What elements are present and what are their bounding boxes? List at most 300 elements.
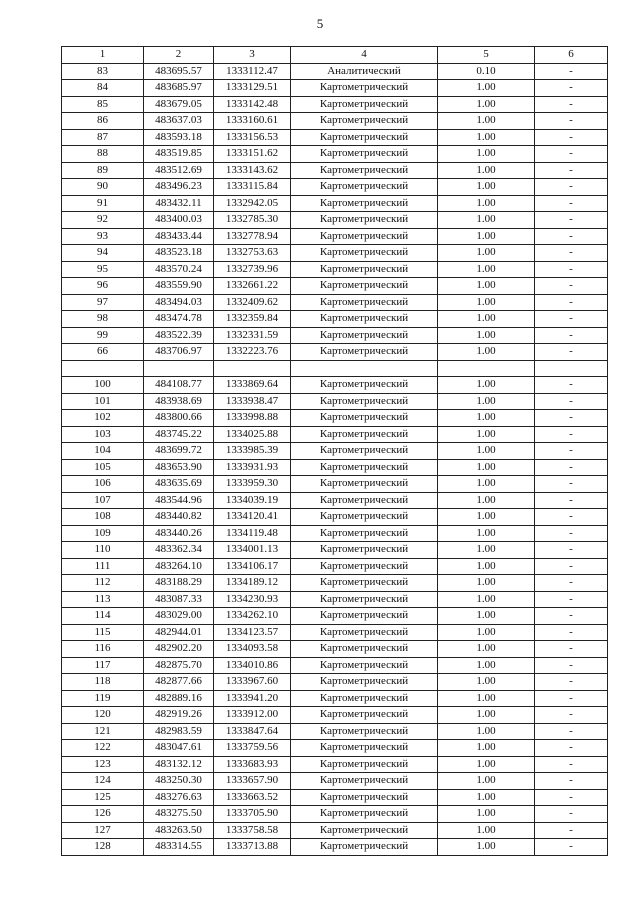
method-cell: Картометрический <box>291 641 438 658</box>
method-cell: Картометрический <box>291 96 438 113</box>
accuracy-cell: 1.00 <box>438 179 535 196</box>
table-row <box>62 459 608 476</box>
y-coordinate-cell: 1333142.48 <box>214 96 291 113</box>
page-number: 5 <box>316 16 324 31</box>
point-number-cell: 84 <box>62 80 144 97</box>
note-cell: - <box>535 377 608 394</box>
point-number-cell: 98 <box>62 311 144 328</box>
x-coordinate-cell: 482877.66 <box>144 674 214 691</box>
method-cell: Картометрический <box>291 789 438 806</box>
point-number-cell: 99 <box>62 327 144 344</box>
y-coordinate-cell: 1333758.58 <box>214 822 291 839</box>
table-row <box>62 212 608 229</box>
accuracy-cell: 1.00 <box>438 245 535 262</box>
method-cell: Картометрический <box>291 261 438 278</box>
y-coordinate-cell: 1333151.62 <box>214 146 291 163</box>
accuracy-cell: 1.00 <box>438 542 535 559</box>
header-cell: 5 <box>438 47 535 64</box>
point-number-cell: 100 <box>62 377 144 394</box>
method-cell: Картометрический <box>291 822 438 839</box>
note-cell: - <box>535 657 608 674</box>
table-row <box>62 575 608 592</box>
method-cell: Картометрический <box>291 591 438 608</box>
accuracy-cell: 1.00 <box>438 195 535 212</box>
accuracy-cell: 1.00 <box>438 377 535 394</box>
y-coordinate-cell: 1333115.84 <box>214 179 291 196</box>
point-number-cell: 83 <box>62 63 144 80</box>
point-number-cell: 109 <box>62 525 144 542</box>
x-coordinate-cell: 482889.16 <box>144 690 214 707</box>
x-coordinate-cell: 483188.29 <box>144 575 214 592</box>
accuracy-cell: 1.00 <box>438 129 535 146</box>
table-row <box>62 179 608 196</box>
accuracy-cell: 1.00 <box>438 822 535 839</box>
point-number-cell: 93 <box>62 228 144 245</box>
y-coordinate-cell: 1333938.47 <box>214 393 291 410</box>
y-coordinate-cell: 1334123.57 <box>214 624 291 641</box>
note-cell: - <box>535 806 608 823</box>
note-cell: - <box>535 492 608 509</box>
accuracy-cell: 1.00 <box>438 740 535 757</box>
note-cell <box>535 360 608 377</box>
accuracy-cell: 1.00 <box>438 162 535 179</box>
method-cell: Картометрический <box>291 707 438 724</box>
method-cell: Картометрический <box>291 492 438 509</box>
point-number-cell: 113 <box>62 591 144 608</box>
x-coordinate-cell: 483593.18 <box>144 129 214 146</box>
accuracy-cell: 1.00 <box>438 773 535 790</box>
accuracy-cell: 1.00 <box>438 261 535 278</box>
point-number-cell: 127 <box>62 822 144 839</box>
method-cell: Картометрический <box>291 212 438 229</box>
y-coordinate-cell: 1333941.20 <box>214 690 291 707</box>
accuracy-cell: 1.00 <box>438 707 535 724</box>
y-coordinate-cell: 1332778.94 <box>214 228 291 245</box>
point-number-cell: 103 <box>62 426 144 443</box>
note-cell: - <box>535 278 608 295</box>
y-coordinate-cell: 1333657.90 <box>214 773 291 790</box>
point-number-cell: 108 <box>62 509 144 526</box>
y-coordinate-cell: 1333967.60 <box>214 674 291 691</box>
note-cell: - <box>535 476 608 493</box>
method-cell: Картометрический <box>291 426 438 443</box>
x-coordinate-cell: 483440.82 <box>144 509 214 526</box>
y-coordinate-cell: 1332223.76 <box>214 344 291 361</box>
table-row <box>62 261 608 278</box>
y-coordinate-cell: 1334120.41 <box>214 509 291 526</box>
point-number-cell: 124 <box>62 773 144 790</box>
table-row <box>62 476 608 493</box>
method-cell: Картометрический <box>291 393 438 410</box>
table-row <box>62 558 608 575</box>
point-number-cell: 125 <box>62 789 144 806</box>
note-cell: - <box>535 608 608 625</box>
y-coordinate-cell: 1333705.90 <box>214 806 291 823</box>
method-cell: Картометрический <box>291 146 438 163</box>
accuracy-cell: 1.00 <box>438 278 535 295</box>
note-cell: - <box>535 822 608 839</box>
table-row <box>62 839 608 856</box>
x-coordinate-cell: 483800.66 <box>144 410 214 427</box>
accuracy-cell: 1.00 <box>438 591 535 608</box>
note-cell: - <box>535 591 608 608</box>
x-coordinate-cell: 482902.20 <box>144 641 214 658</box>
y-coordinate-cell: 1333912.00 <box>214 707 291 724</box>
note-cell: - <box>535 459 608 476</box>
point-number-cell: 126 <box>62 806 144 823</box>
x-coordinate-cell: 483275.50 <box>144 806 214 823</box>
y-coordinate-cell: 1332785.30 <box>214 212 291 229</box>
point-number-cell: 95 <box>62 261 144 278</box>
accuracy-cell: 1.00 <box>438 806 535 823</box>
y-coordinate-cell: 1332753.63 <box>214 245 291 262</box>
note-cell: - <box>535 773 608 790</box>
accuracy-cell: 1.00 <box>438 525 535 542</box>
accuracy-cell: 1.00 <box>438 459 535 476</box>
y-coordinate-cell: 1334119.48 <box>214 525 291 542</box>
method-cell: Картометрический <box>291 113 438 130</box>
y-coordinate-cell: 1332739.96 <box>214 261 291 278</box>
table-row <box>62 344 608 361</box>
point-number-cell: 105 <box>62 459 144 476</box>
note-cell: - <box>535 839 608 856</box>
note-cell: - <box>535 195 608 212</box>
accuracy-cell: 1.00 <box>438 327 535 344</box>
y-coordinate-cell: 1333847.64 <box>214 723 291 740</box>
y-coordinate-cell: 1334230.93 <box>214 591 291 608</box>
y-coordinate-cell: 1333985.39 <box>214 443 291 460</box>
y-coordinate-cell: 1332409.62 <box>214 294 291 311</box>
point-number-cell: 116 <box>62 641 144 658</box>
y-coordinate-cell <box>214 360 291 377</box>
table-row <box>62 509 608 526</box>
y-coordinate-cell: 1333663.52 <box>214 789 291 806</box>
point-number-cell: 106 <box>62 476 144 493</box>
note-cell: - <box>535 129 608 146</box>
point-number-cell: 94 <box>62 245 144 262</box>
method-cell: Картометрический <box>291 575 438 592</box>
x-coordinate-cell: 482919.26 <box>144 707 214 724</box>
x-coordinate-cell: 482983.59 <box>144 723 214 740</box>
method-cell: Картометрический <box>291 525 438 542</box>
y-coordinate-cell: 1333112.47 <box>214 63 291 80</box>
point-number-cell: 112 <box>62 575 144 592</box>
accuracy-cell: 1.00 <box>438 476 535 493</box>
note-cell: - <box>535 212 608 229</box>
point-number-cell: 107 <box>62 492 144 509</box>
x-coordinate-cell: 483523.18 <box>144 245 214 262</box>
note-cell: - <box>535 162 608 179</box>
accuracy-cell: 1.00 <box>438 426 535 443</box>
x-coordinate-cell: 483132.12 <box>144 756 214 773</box>
point-number-cell: 111 <box>62 558 144 575</box>
method-cell: Картометрический <box>291 690 438 707</box>
y-coordinate-cell: 1334001.13 <box>214 542 291 559</box>
x-coordinate-cell: 483314.55 <box>144 839 214 856</box>
note-cell: - <box>535 575 608 592</box>
table-row <box>62 756 608 773</box>
y-coordinate-cell: 1333156.53 <box>214 129 291 146</box>
method-cell: Картометрический <box>291 459 438 476</box>
accuracy-cell: 1.00 <box>438 492 535 509</box>
method-cell: Картометрический <box>291 674 438 691</box>
x-coordinate-cell: 483029.00 <box>144 608 214 625</box>
y-coordinate-cell: 1333869.64 <box>214 377 291 394</box>
accuracy-cell: 1.00 <box>438 575 535 592</box>
note-cell: - <box>535 641 608 658</box>
method-cell: Картометрический <box>291 344 438 361</box>
y-coordinate-cell: 1334010.86 <box>214 657 291 674</box>
x-coordinate-cell: 483440.26 <box>144 525 214 542</box>
header-cell: 6 <box>535 47 608 64</box>
note-cell: - <box>535 179 608 196</box>
note-cell: - <box>535 261 608 278</box>
x-coordinate-cell: 483699.72 <box>144 443 214 460</box>
point-number-cell: 122 <box>62 740 144 757</box>
point-number-cell: 117 <box>62 657 144 674</box>
table-row <box>62 525 608 542</box>
point-number-cell: 88 <box>62 146 144 163</box>
table-row <box>62 773 608 790</box>
table-row <box>62 63 608 80</box>
method-cell: Картометрический <box>291 129 438 146</box>
y-coordinate-cell: 1333998.88 <box>214 410 291 427</box>
accuracy-cell: 1.00 <box>438 113 535 130</box>
y-coordinate-cell: 1334025.88 <box>214 426 291 443</box>
x-coordinate-cell: 483637.03 <box>144 113 214 130</box>
table-row <box>62 360 608 377</box>
table-body <box>62 47 608 856</box>
y-coordinate-cell: 1333129.51 <box>214 80 291 97</box>
y-coordinate-cell: 1334262.10 <box>214 608 291 625</box>
accuracy-cell: 1.00 <box>438 80 535 97</box>
table-row <box>62 393 608 410</box>
note-cell: - <box>535 96 608 113</box>
x-coordinate-cell: 482875.70 <box>144 657 214 674</box>
method-cell: Картометрический <box>291 773 438 790</box>
note-cell: - <box>535 327 608 344</box>
method-cell: Картометрический <box>291 657 438 674</box>
table-row <box>62 806 608 823</box>
point-number-cell <box>62 360 144 377</box>
note-cell: - <box>535 789 608 806</box>
point-number-cell: 119 <box>62 690 144 707</box>
point-number-cell: 110 <box>62 542 144 559</box>
header-cell: 4 <box>291 47 438 64</box>
point-number-cell: 97 <box>62 294 144 311</box>
method-cell <box>291 360 438 377</box>
method-cell: Картометрический <box>291 162 438 179</box>
method-cell: Картометрический <box>291 624 438 641</box>
method-cell: Картометрический <box>291 740 438 757</box>
point-number-cell: 90 <box>62 179 144 196</box>
accuracy-cell: 1.00 <box>438 96 535 113</box>
method-cell: Картометрический <box>291 558 438 575</box>
table-row <box>62 162 608 179</box>
table-row <box>62 377 608 394</box>
table-row <box>62 129 608 146</box>
x-coordinate-cell: 483496.23 <box>144 179 214 196</box>
point-number-cell: 89 <box>62 162 144 179</box>
method-cell: Картометрический <box>291 410 438 427</box>
note-cell: - <box>535 426 608 443</box>
point-number-cell: 96 <box>62 278 144 295</box>
table-row <box>62 80 608 97</box>
method-cell: Аналитический <box>291 63 438 80</box>
point-number-cell: 118 <box>62 674 144 691</box>
table-row <box>62 146 608 163</box>
table-row <box>62 443 608 460</box>
y-coordinate-cell: 1334189.12 <box>214 575 291 592</box>
x-coordinate-cell: 483494.03 <box>144 294 214 311</box>
table-row <box>62 311 608 328</box>
note-cell: - <box>535 558 608 575</box>
point-number-cell: 120 <box>62 707 144 724</box>
method-cell: Картометрический <box>291 327 438 344</box>
accuracy-cell: 1.00 <box>438 641 535 658</box>
point-number-cell: 114 <box>62 608 144 625</box>
x-coordinate-cell: 483938.69 <box>144 393 214 410</box>
header-cell: 1 <box>62 47 144 64</box>
x-coordinate-cell: 483745.22 <box>144 426 214 443</box>
x-coordinate-cell: 483519.85 <box>144 146 214 163</box>
note-cell: - <box>535 294 608 311</box>
method-cell: Картометрический <box>291 195 438 212</box>
x-coordinate-cell: 483047.61 <box>144 740 214 757</box>
method-cell: Картометрический <box>291 756 438 773</box>
header-cell: 2 <box>144 47 214 64</box>
table-row <box>62 426 608 443</box>
y-coordinate-cell: 1334093.58 <box>214 641 291 658</box>
table-row <box>62 624 608 641</box>
method-cell: Картометрический <box>291 294 438 311</box>
table-row <box>62 410 608 427</box>
x-coordinate-cell: 483276.63 <box>144 789 214 806</box>
x-coordinate-cell: 483635.69 <box>144 476 214 493</box>
point-number-cell: 92 <box>62 212 144 229</box>
header-row <box>62 47 608 64</box>
accuracy-cell: 1.00 <box>438 443 535 460</box>
point-number-cell: 101 <box>62 393 144 410</box>
note-cell: - <box>535 146 608 163</box>
table-row <box>62 327 608 344</box>
point-number-cell: 104 <box>62 443 144 460</box>
accuracy-cell: 0.10 <box>438 63 535 80</box>
table-row <box>62 740 608 757</box>
method-cell: Картометрический <box>291 509 438 526</box>
accuracy-cell: 1.00 <box>438 756 535 773</box>
y-coordinate-cell: 1332359.84 <box>214 311 291 328</box>
point-number-cell: 85 <box>62 96 144 113</box>
method-cell: Картометрический <box>291 179 438 196</box>
point-number-cell: 66 <box>62 344 144 361</box>
table-row <box>62 113 608 130</box>
accuracy-cell: 1.00 <box>438 344 535 361</box>
table-row <box>62 591 608 608</box>
accuracy-cell: 1.00 <box>438 212 535 229</box>
method-cell: Картометрический <box>291 542 438 559</box>
point-number-cell: 123 <box>62 756 144 773</box>
table-row <box>62 723 608 740</box>
accuracy-cell: 1.00 <box>438 294 535 311</box>
note-cell: - <box>535 674 608 691</box>
table-row <box>62 822 608 839</box>
y-coordinate-cell: 1333160.61 <box>214 113 291 130</box>
accuracy-cell: 1.00 <box>438 558 535 575</box>
note-cell: - <box>535 393 608 410</box>
x-coordinate-cell: 483653.90 <box>144 459 214 476</box>
method-cell: Картометрический <box>291 228 438 245</box>
y-coordinate-cell: 1334039.19 <box>214 492 291 509</box>
x-coordinate-cell <box>144 360 214 377</box>
note-cell: - <box>535 80 608 97</box>
accuracy-cell: 1.00 <box>438 146 535 163</box>
method-cell: Картометрический <box>291 806 438 823</box>
x-coordinate-cell: 483685.97 <box>144 80 214 97</box>
x-coordinate-cell: 483679.05 <box>144 96 214 113</box>
x-coordinate-cell: 483474.78 <box>144 311 214 328</box>
y-coordinate-cell: 1333959.30 <box>214 476 291 493</box>
method-cell: Картометрический <box>291 245 438 262</box>
y-coordinate-cell: 1332331.59 <box>214 327 291 344</box>
accuracy-cell: 1.00 <box>438 624 535 641</box>
table-row <box>62 492 608 509</box>
accuracy-cell: 1.00 <box>438 608 535 625</box>
y-coordinate-cell: 1333683.93 <box>214 756 291 773</box>
x-coordinate-cell: 483087.33 <box>144 591 214 608</box>
x-coordinate-cell: 483559.90 <box>144 278 214 295</box>
table-row <box>62 278 608 295</box>
note-cell: - <box>535 624 608 641</box>
x-coordinate-cell: 483544.96 <box>144 492 214 509</box>
point-number-cell: 86 <box>62 113 144 130</box>
table-row <box>62 641 608 658</box>
x-coordinate-cell: 483570.24 <box>144 261 214 278</box>
method-cell: Картометрический <box>291 80 438 97</box>
accuracy-cell: 1.00 <box>438 723 535 740</box>
table-row <box>62 195 608 212</box>
method-cell: Картометрический <box>291 839 438 856</box>
y-coordinate-cell: 1333143.62 <box>214 162 291 179</box>
note-cell: - <box>535 723 608 740</box>
method-cell: Картометрический <box>291 311 438 328</box>
point-number-cell: 128 <box>62 839 144 856</box>
accuracy-cell <box>438 360 535 377</box>
y-coordinate-cell: 1334106.17 <box>214 558 291 575</box>
x-coordinate-cell: 483264.10 <box>144 558 214 575</box>
table-row <box>62 608 608 625</box>
table-row <box>62 690 608 707</box>
x-coordinate-cell: 483263.50 <box>144 822 214 839</box>
point-number-cell: 91 <box>62 195 144 212</box>
method-cell: Картометрический <box>291 443 438 460</box>
note-cell: - <box>535 443 608 460</box>
table-row <box>62 789 608 806</box>
accuracy-cell: 1.00 <box>438 509 535 526</box>
method-cell: Картометрический <box>291 608 438 625</box>
accuracy-cell: 1.00 <box>438 228 535 245</box>
table-row <box>62 245 608 262</box>
table-row <box>62 542 608 559</box>
method-cell: Картометрический <box>291 476 438 493</box>
accuracy-cell: 1.00 <box>438 839 535 856</box>
accuracy-cell: 1.00 <box>438 311 535 328</box>
accuracy-cell: 1.00 <box>438 410 535 427</box>
x-coordinate-cell: 483706.97 <box>144 344 214 361</box>
method-cell: Картометрический <box>291 377 438 394</box>
y-coordinate-cell: 1333931.93 <box>214 459 291 476</box>
note-cell: - <box>535 245 608 262</box>
